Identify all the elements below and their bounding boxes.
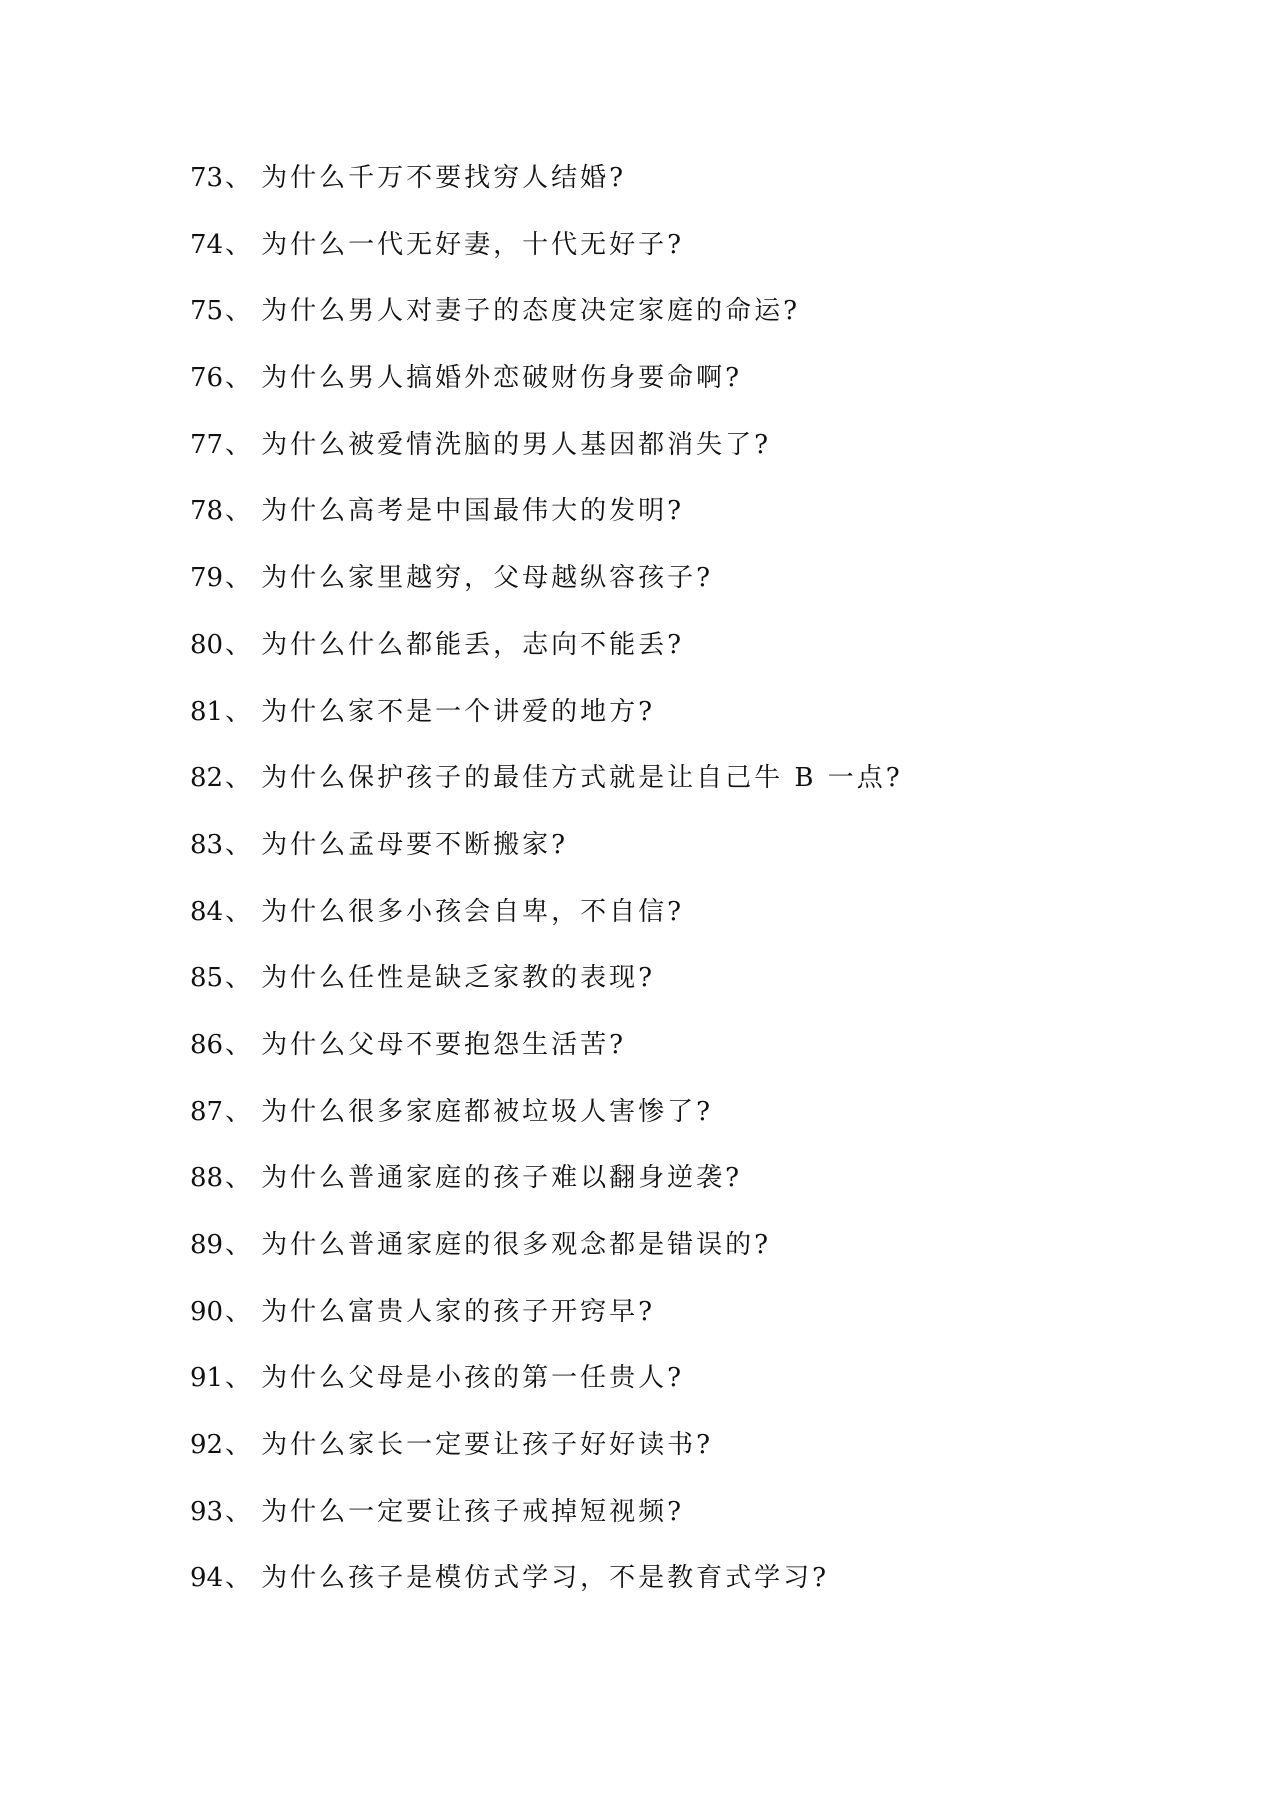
list-item: [190, 696, 903, 763]
question-text: 为什么普通家庭的很多观念都是错误的?: [261, 1230, 772, 1260]
question-number: 90: [190, 1296, 224, 1327]
list-item: [190, 1429, 903, 1496]
list-item: [190, 1096, 903, 1163]
list-item: [190, 495, 903, 562]
question-text: 为什么男人对妻子的态度决定家庭的命运?: [261, 296, 801, 327]
number-separator: 、: [225, 296, 252, 327]
list-item: [190, 162, 903, 229]
question-number: 84: [190, 896, 224, 927]
question-text: 为什么普通家庭的孩子难以翻身逆袭?: [261, 1163, 743, 1194]
number-separator: 、: [225, 1096, 252, 1127]
question-text: 为什么任性是缺乏家教的表现?: [261, 963, 656, 994]
number-separator: 、: [225, 629, 252, 660]
number-separator: 、: [225, 496, 252, 527]
question-text: 为什么很多家庭都被垃圾人害惨了?: [261, 1096, 714, 1127]
number-separator: 、: [225, 229, 252, 260]
number-separator: 、: [225, 963, 252, 994]
question-text: 为什么被爱情洗脑的男人基因都消失了?: [261, 429, 772, 460]
question-number: 91: [190, 1363, 224, 1394]
number-separator: 、: [225, 1029, 252, 1060]
question-text: 为什么高考是中国最伟大的发明?: [261, 496, 685, 527]
question-number: 77: [190, 429, 224, 460]
list-item: [190, 829, 903, 896]
question-number: 93: [190, 1496, 224, 1527]
question-text: 为什么千万不要找穷人结婚?: [261, 163, 627, 193]
question-number: 83: [190, 829, 224, 860]
number-separator: 、: [225, 829, 252, 860]
number-separator: 、: [225, 1363, 252, 1394]
question-text: 为什么保护孩子的最佳方式就是让自己牛 B 一点?: [261, 763, 903, 794]
number-separator: 、: [225, 163, 252, 193]
question-text: 为什么孩子是模仿式学习，不是教育式学习?: [261, 1563, 830, 1594]
question-text: 为什么父母是小孩的第一任贵人?: [261, 1363, 685, 1394]
number-separator: 、: [225, 363, 252, 394]
question-text: 为什么家不是一个讲爱的地方?: [261, 696, 656, 727]
number-separator: 、: [225, 696, 252, 727]
list-item: [190, 1296, 903, 1363]
question-number: 87: [190, 1096, 224, 1127]
list-item: [190, 896, 903, 963]
question-text: 为什么一定要让孩子戒掉短视频?: [261, 1496, 685, 1527]
question-number: 75: [190, 296, 224, 327]
number-separator: 、: [225, 563, 252, 594]
number-separator: 、: [225, 1563, 252, 1594]
question-text: 为什么家长一定要让孩子好好读书?: [261, 1430, 714, 1461]
list-item: [190, 562, 903, 629]
list-item: [190, 295, 903, 362]
number-separator: 、: [225, 1163, 252, 1194]
question-text: 为什么孟母要不断搬家?: [261, 829, 569, 860]
question-number: 92: [190, 1430, 224, 1461]
question-text: 为什么什么都能丢，志向不能丢?: [261, 629, 685, 660]
question-number: 78: [190, 496, 224, 527]
list-item: [190, 362, 903, 429]
list-item: [190, 962, 903, 1029]
question-number: 82: [190, 763, 224, 794]
question-number: 81: [190, 696, 224, 727]
number-separator: 、: [225, 1496, 252, 1527]
list-item: [190, 629, 903, 696]
question-number: 85: [190, 963, 224, 994]
question-text: 为什么一代无好妻，十代无好子?: [261, 229, 685, 260]
question-text: 为什么父母不要抱怨生活苦?: [261, 1029, 627, 1060]
number-separator: 、: [225, 896, 252, 927]
question-number: 73: [190, 163, 224, 193]
list-item: [190, 1496, 903, 1563]
question-number: 89: [190, 1230, 224, 1260]
question-number: 86: [190, 1029, 224, 1060]
question-number: 88: [190, 1163, 224, 1194]
question-text: 为什么家里越穷，父母越纵容孩子?: [261, 563, 714, 594]
question-number: 80: [190, 629, 224, 660]
number-separator: 、: [225, 763, 252, 794]
question-number: 94: [190, 1563, 224, 1594]
number-separator: 、: [225, 1430, 252, 1461]
list-item: [190, 1162, 903, 1229]
list-item: [190, 1562, 903, 1629]
question-number: 74: [190, 229, 224, 260]
question-number: 76: [190, 363, 224, 394]
number-separator: 、: [225, 1230, 252, 1260]
list-item: [190, 229, 903, 296]
number-separator: 、: [225, 429, 252, 460]
list-item: [190, 429, 903, 496]
question-list: [190, 162, 903, 1629]
list-item: [190, 1229, 903, 1296]
question-text: 为什么富贵人家的孩子开窍早?: [261, 1296, 656, 1327]
number-separator: 、: [225, 1296, 252, 1327]
list-item: [190, 762, 903, 829]
list-item: [190, 1362, 903, 1429]
question-number: 79: [190, 563, 224, 594]
question-text: 为什么男人搞婚外恋破财伤身要命啊?: [261, 363, 743, 394]
question-text: 为什么很多小孩会自卑，不自信?: [261, 896, 685, 927]
list-item: [190, 1029, 903, 1096]
